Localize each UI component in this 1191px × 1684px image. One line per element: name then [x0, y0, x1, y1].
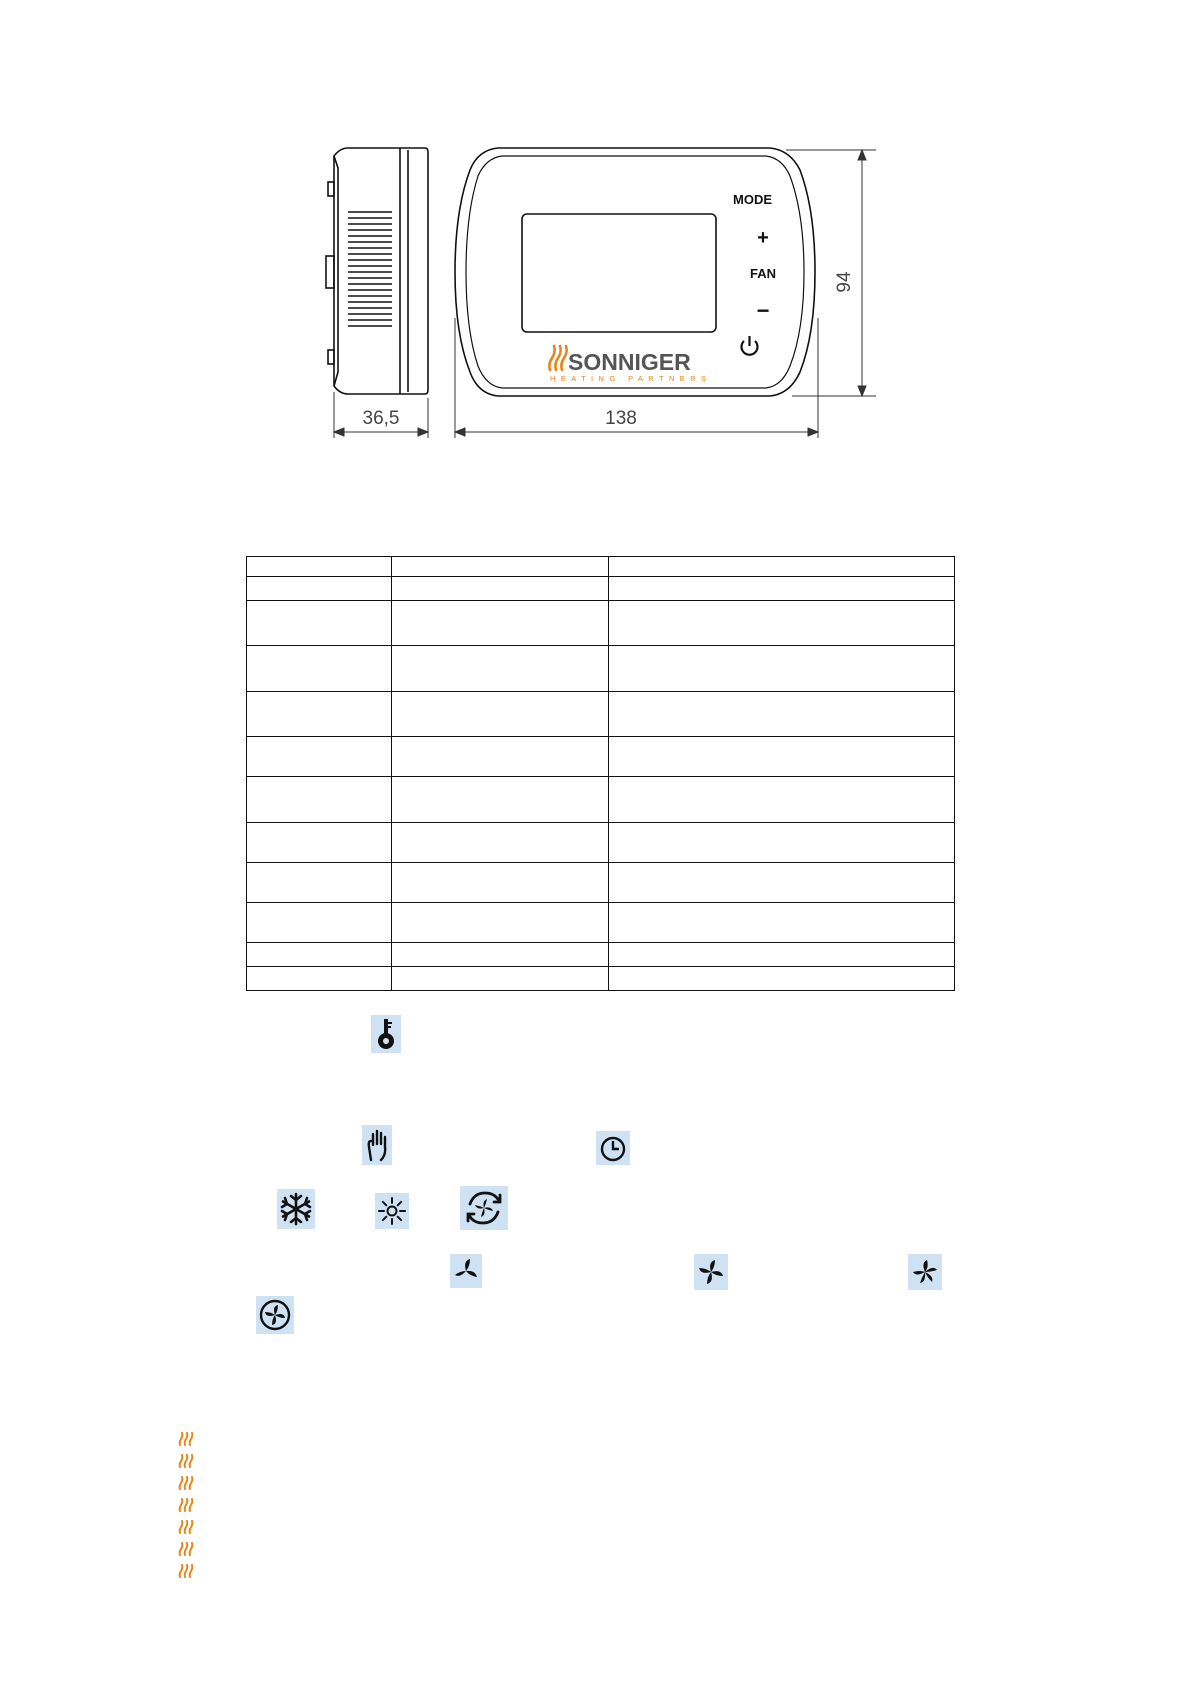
brand-waves-icon — [178, 1453, 194, 1469]
thermostat-dimension-drawing — [0, 0, 1191, 470]
table-row — [247, 692, 955, 737]
fan-high-icon — [908, 1254, 942, 1290]
table-row — [247, 967, 955, 991]
list-item — [178, 1472, 194, 1494]
thermometer-key-icon — [371, 1015, 401, 1053]
brand-waves-icon — [178, 1497, 194, 1513]
auto-cycle-icon — [460, 1186, 508, 1230]
bullet-list — [178, 1428, 194, 1582]
list-item — [178, 1450, 194, 1472]
sonniger-logo — [549, 346, 711, 383]
spec-table — [246, 556, 955, 991]
fan-button-label: FAN — [750, 266, 776, 281]
list-item — [178, 1428, 194, 1450]
list-item — [178, 1494, 194, 1516]
technical-drawing — [0, 0, 1191, 470]
table-row — [247, 823, 955, 863]
side-view — [326, 148, 428, 394]
table-row — [247, 601, 955, 646]
sun-icon — [375, 1193, 409, 1229]
fan-medium-icon — [694, 1254, 728, 1290]
table-row — [247, 737, 955, 777]
table-row — [247, 777, 955, 823]
table-row — [247, 577, 955, 601]
brand-waves-icon — [549, 346, 566, 370]
list-item — [178, 1516, 194, 1538]
minus-button-label: − — [756, 298, 770, 323]
brand-waves-icon — [178, 1541, 194, 1557]
table-row — [247, 943, 955, 967]
brand-tagline: HEATING PARTNERS — [550, 374, 712, 383]
plus-button-label: + — [757, 227, 769, 249]
brand-name: SONNIGER — [568, 349, 691, 375]
table-row — [247, 863, 955, 903]
height-dimension: 94 — [834, 271, 855, 293]
manual-hand-icon — [362, 1125, 392, 1165]
table-row — [247, 646, 955, 692]
mode-button-label: MODE — [733, 192, 772, 207]
clock-icon — [596, 1131, 630, 1165]
width-dimension: 138 — [605, 408, 637, 429]
fan-low-icon — [450, 1254, 482, 1288]
brand-waves-icon — [178, 1519, 194, 1535]
table-row — [247, 903, 955, 943]
fan-auto-icon — [256, 1296, 294, 1334]
brand-waves-icon — [178, 1475, 194, 1491]
depth-dimension: 36,5 — [362, 408, 400, 429]
list-item — [178, 1560, 194, 1582]
list-item — [178, 1538, 194, 1560]
table-row — [247, 557, 955, 577]
brand-waves-icon — [178, 1431, 194, 1447]
brand-waves-icon — [178, 1563, 194, 1579]
snowflake-icon — [277, 1189, 315, 1229]
